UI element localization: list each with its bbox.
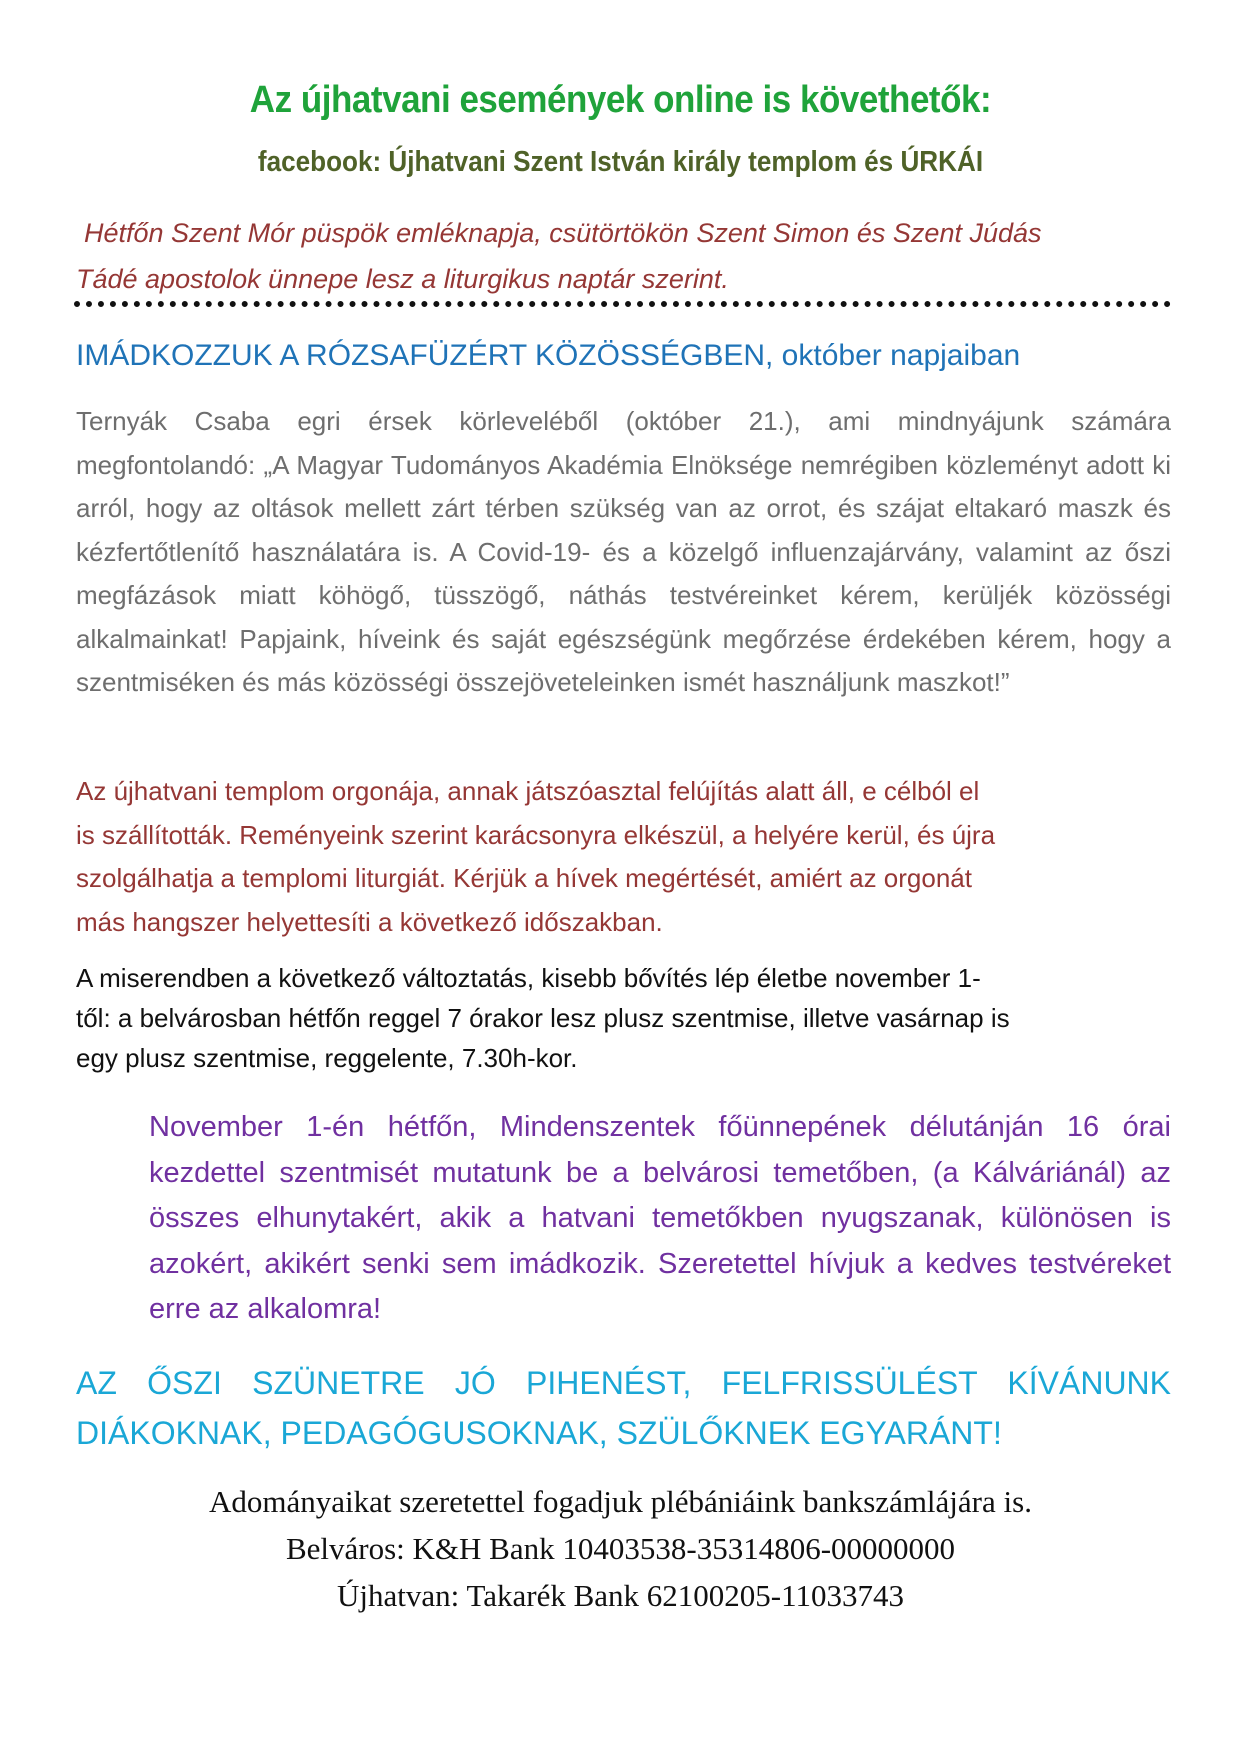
mass-line-3: egy plusz szentmise, reggelente, 7.30h-kor.: [76, 1043, 578, 1073]
organ-notice: [76, 770, 1171, 944]
organ-line-1: Az újhatvani templom orgonája, annak játszóasztal felújítás alatt áll, e célból el: [76, 776, 980, 806]
page-title: Az újhatvani események online is követhetők:: [249, 79, 992, 121]
all-saints-notice: November 1-én hétfőn, Mindenszentek főünnepének délutánján 16 órai kezdettel szentmisét mutatunk be a belvárosi temetőben, (a Kálváriánál) az összes elhunytakért, akik a hatvani temetőkben nyugszanak, különösen is azokért, akikért senki sem imádkozik. Szeretettel hívjuk a kedves testvéreket erre az alkalomra!: [149, 1111, 1171, 1325]
organ-line-3: szolgálhatja a templomi liturgiát. Kérjük a hívek megértését, amiért az orgonát: [76, 863, 972, 893]
donation-info: [0, 1478, 1241, 1619]
facebook-subtitle: facebook: Újhatvani Szent István király templom és ÚRKÁI: [257, 146, 984, 178]
feast-notice: [76, 210, 1171, 302]
mass-schedule-notice: [76, 958, 1171, 1078]
bank-account-belvaros: Belváros: K&H Bank 10403538-35314806-00000000: [285, 1531, 956, 1566]
mass-line-2: től: a belvárosban hétfőn reggel 7 órakor lesz plusz szentmise, illetve vasárnap is: [76, 1003, 1010, 1033]
mass-line-1: A miserendben a következő változtatás, kisebb bővítés lép életbe november 1-: [76, 963, 981, 993]
feast-line-1: Hétfőn Szent Mór püspök emléknapja, csütörtökön Szent Simon és Szent Júdás: [84, 218, 1042, 248]
autumn-break-greeting: AZ ŐSZI SZÜNETRE JÓ PIHENÉST, FELFRISSÜLÉST KÍVÁNUNK DIÁKOKNAK, PEDAGÓGUSOKNAK, SZÜLŐKNEK EGYARÁNT!: [76, 1365, 1171, 1451]
organ-line-4: más hangszer helyettesíti a következő időszakban.: [76, 906, 663, 937]
organ-line-2: is szállították. Reményeink szerint karácsonyra elkészül, a helyére kerül, és újra: [76, 819, 996, 850]
bank-account-ujhatvan: Újhatvan: Takarék Bank 62100205-11033743: [337, 1578, 904, 1613]
feast-line-2: Tádé apostolok ünnepe lesz a liturgikus naptár szerint.: [76, 264, 729, 294]
rosary-heading: IMÁDKOZZUK A RÓZSAFÜZÉRT KÖZÖSSÉGBEN, október napjaiban: [76, 339, 1021, 372]
donation-line: Adományaikat szeretettel fogadjuk plébániáink bankszámlájára is.: [209, 1484, 1032, 1519]
archbishop-quote: Ternyák Csaba egri érsek körleveléből (október 21.), ami mindnyájunk számára megfontolandó: „A Magyar Tudományos Akadémia Elnöksége nemrégiben közleményt adott ki arról, hogy az oltások mellett zárt térben szükség van az orrot, és szájat eltakaró maszk és kézfertőtlenítő használatára is. A Covid-19- és a közelgő influenzajárvány, valamint az őszi megfázások miatt köhögő, tüsszögő, náthás testvéreinket kérem, kerüljék közösségi alkalmainkat! Papjaink, híveink és saját egészségünk megőrzése érdekében kérem, hogy a szentmiséken és más közösségi összejöveteleinken ismét használjunk maszkot!”: [76, 406, 1171, 697]
dotted-divider: [74, 301, 1171, 307]
